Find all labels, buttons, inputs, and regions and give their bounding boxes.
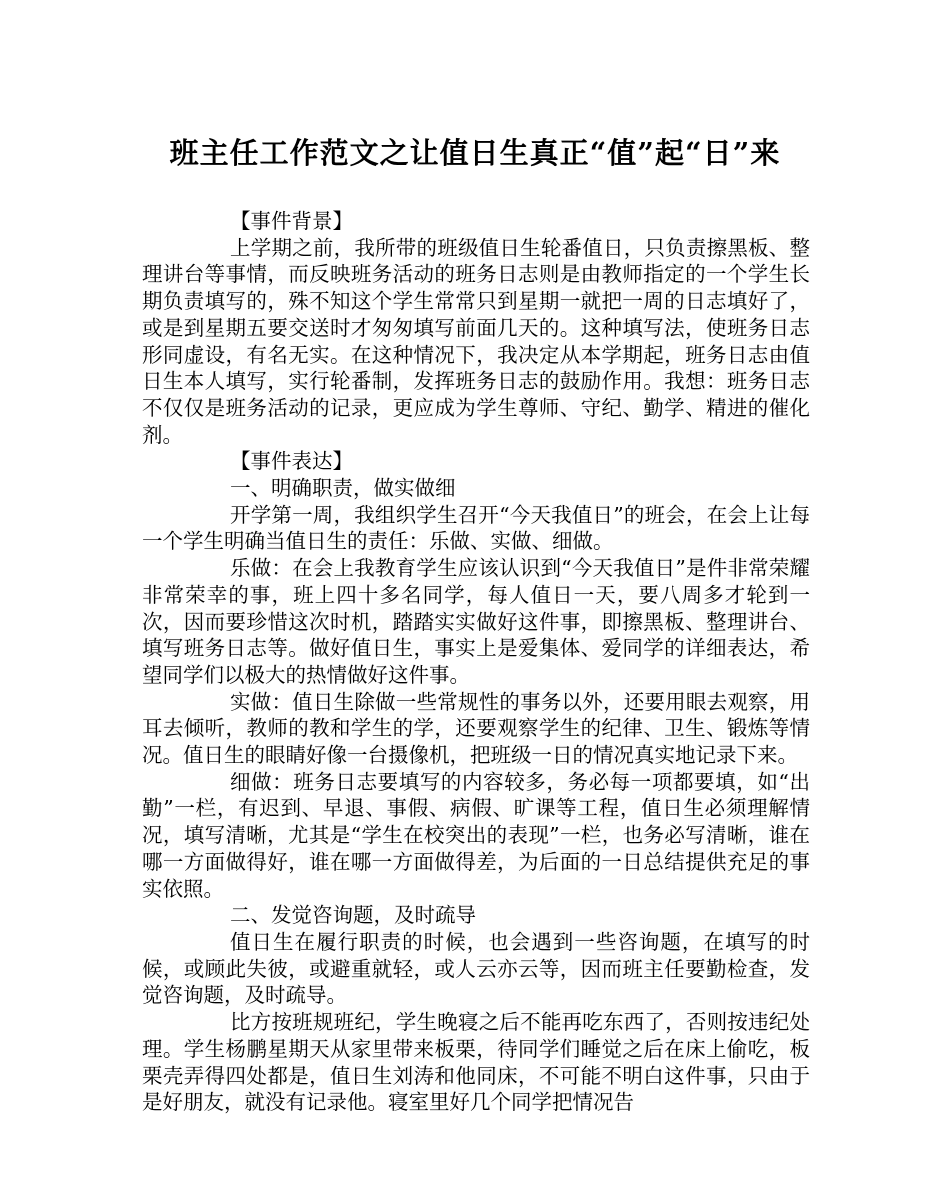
paragraph: 上学期之前，我所带的班级值日生轮番值日，只负责擦黑板、整理讲台等事情，而反映班务活动的班务日志则是由教师指定的一个学生长期负责填写的，殊不知这个学生常常只到星期一就把一周的日志填好了，或是到星期五要交送时才匆匆填写前面几天的。这种填写法，使班务日志形同虚设，有名无实。在这种情况下，我决定从本学期起，班务日志由值日生本人填写，实行轮番制，发挥班务日志的鼓励作用。我想：班务日志不仅仅是班务活动的记录，更应成为学生尊师、守纪、勤学、精进的催化剂。	[142, 235, 810, 447]
section-heading-background: 【事件背景】	[230, 209, 353, 233]
paragraph: 比方按班规班纪，学生晚寝之后不能再吃东西了，否则按违纪处理。学生杨鹏星期天从家里带来板栗，待同学们睡觉之后在床上偷吃，板栗壳弄得四处都是，值日生刘涛和他同床，不可能不明白这件事，只由于是好朋友，就没有记录他。寝室里好几个同学把情况告	[142, 1010, 810, 1115]
document-body	[142, 208, 810, 1116]
paragraph: 开学第一周，我组织学生召开“今天我值日”的班会，在会上让每一个学生明确当值日生的责任：乐做、实做、细做。	[142, 502, 810, 554]
paragraph: 乐做：在会上我教育学生应该认识到“今天我值日”是件非常荣耀非常荣幸的事，班上四十多名同学，每人值日一天，要八周多才轮到一次，因而要珍惜这次时机，踏踏实实做好这件事，即擦黑板、整理讲台、填写班务日志等。做好值日生，事实上是爱集体、爱同学的详细表达，希望同学们以极大的热情做好这件事。	[142, 556, 810, 687]
document-title: 班主任工作范文之让值日生真正“值”起“日”来	[169, 136, 781, 170]
paragraph: 值日生在履行职责的时候，也会遇到一些咨询题，在填写的时候，或顾此失彼，或避重就轻，或人云亦云等，因而班主任要勤检查，发觉咨询题，及时疏导。	[142, 929, 810, 1008]
subheading-responsibilities: 一、明确职责，做实做细	[230, 476, 456, 501]
subheading-problems: 二、发觉咨询题，及时疏导	[230, 903, 476, 928]
paragraph: 实做：值日生除做一些常规性的事务以外，还要用眼去观察，用耳去倾听，教师的教和学生的学，还要观察学生的纪律、卫生、锻炼等情况。值日生的眼睛好像一台摄像机，把班级一日的情况真实地记录下来。	[142, 689, 810, 768]
paragraph: 细做：班务日志要填写的内容较多，务必每一项都要填，如“出勤”一栏，有迟到、早退、事假、病假、旷课等工程，值日生必须理解情况，填写清晰，尤其是“学生在校突出的表现”一栏，也务必写清晰，谁在哪一方面做得好，谁在哪一方面做得差，为后面的一日总结提供充足的事实依照。	[142, 769, 810, 901]
section-heading-expression: 【事件表达】	[230, 449, 353, 474]
